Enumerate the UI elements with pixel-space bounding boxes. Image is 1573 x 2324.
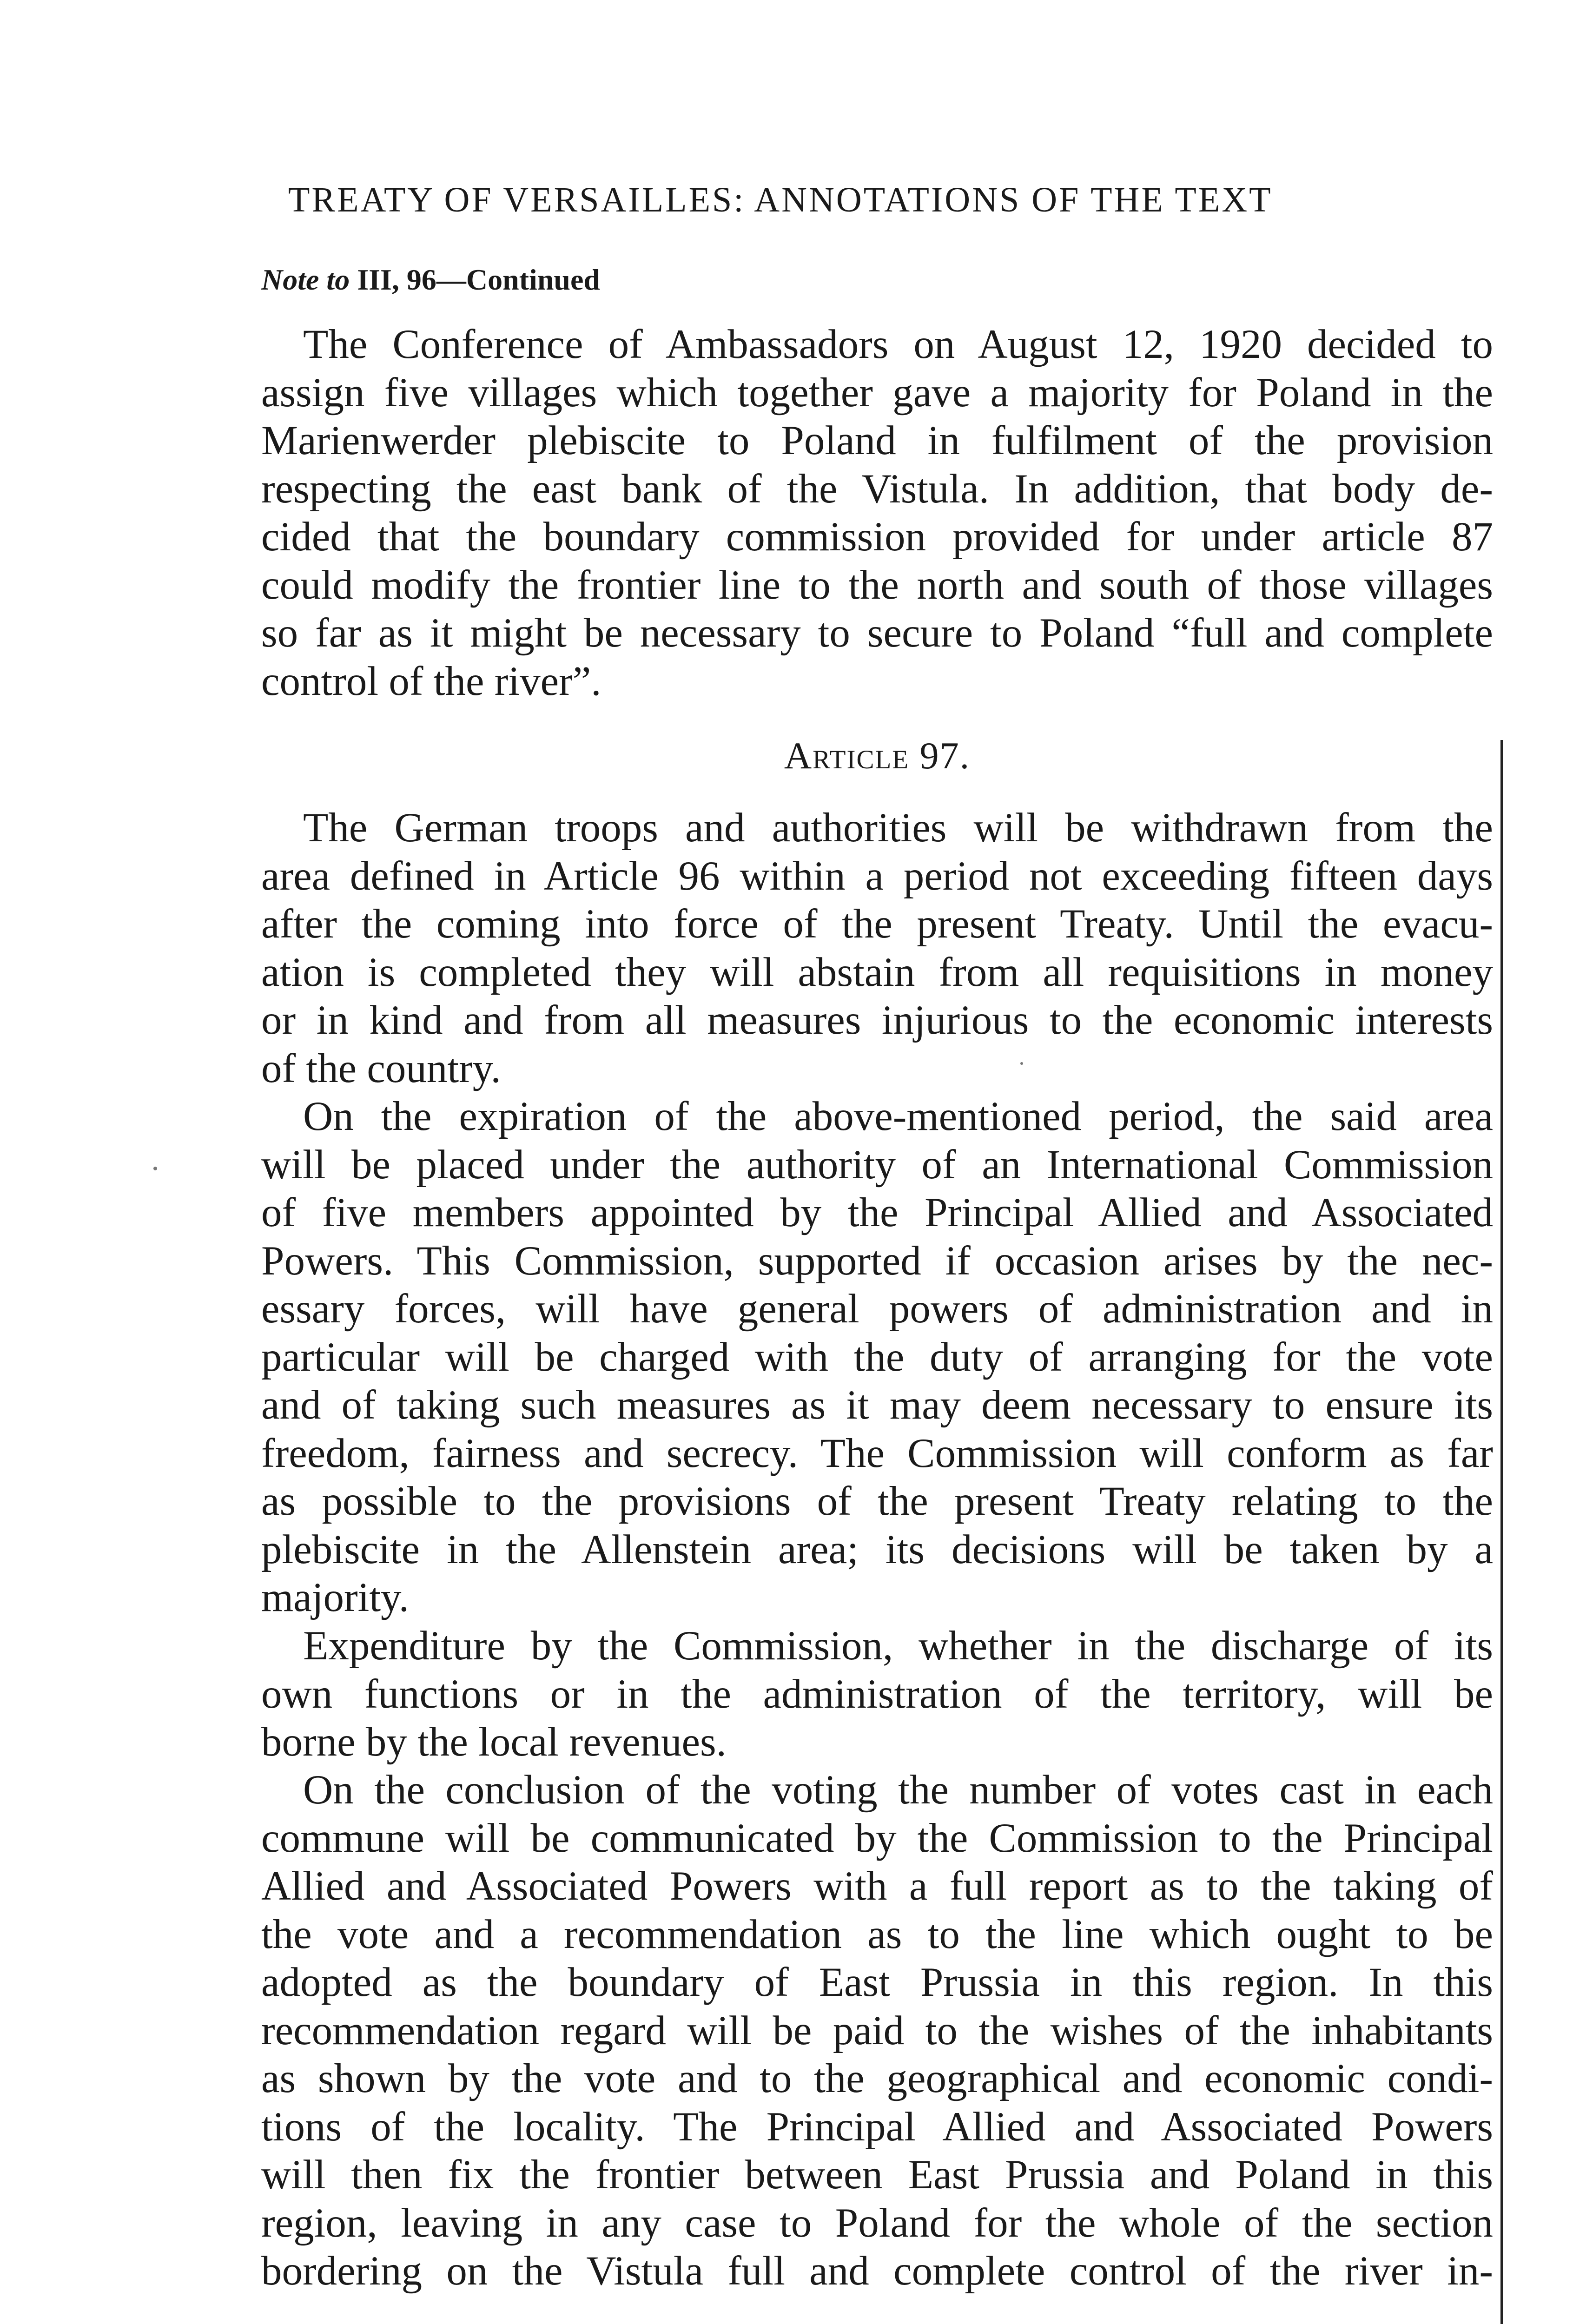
article-paragraph-4 <box>261 1766 1493 2296</box>
text-line: after the coming into force of the present Treaty. Until the evacu- <box>261 901 1493 947</box>
text-line: the vote and a recommendation as to the line which ought to be <box>261 1911 1493 1957</box>
text-line: plebiscite in the Allenstein area; its decisions will be taken by a <box>261 1526 1493 1572</box>
text-line: or in kind and from all measures injurious to the economic interests <box>261 997 1493 1043</box>
text-line: Powers. This Commission, supported if occasion arises by the nec- <box>261 1238 1493 1284</box>
text-line: Marienwerder plebiscite to Poland in fulfilment of the provision <box>261 418 1493 463</box>
text-line: particular will be charged with the duty of arranging for the vote <box>261 1334 1493 1380</box>
text-line: borne by the local revenues. <box>261 1719 727 1765</box>
text-line: commune will be communicated by the Commission to the Principal <box>261 1815 1493 1861</box>
text-line: freedom, fairness and secrecy. The Commission will conform as far <box>261 1430 1493 1476</box>
text-line: Expenditure by the Commission, whether in the discharge of its <box>303 1623 1493 1669</box>
note-heading-italic: Note to <box>261 263 350 296</box>
text-line: as possible to the provisions of the present Treaty relating to the <box>261 1479 1493 1524</box>
scan-speck <box>153 1167 157 1170</box>
text-line: The German troops and authorities will be withdrawn from the <box>303 805 1493 851</box>
scan-speck <box>1020 1062 1023 1065</box>
text-line: bordering on the Vistula full and complete control of the river in- <box>261 2248 1493 2294</box>
article-heading <box>261 734 1493 777</box>
text-line: On the expiration of the above-mentioned period, the said area <box>303 1094 1493 1139</box>
text-line: recommendation regard will be paid to the wishes of the inhabitants <box>261 2007 1493 2053</box>
text-line: could modify the frontier line to the north and south of those villages <box>261 562 1493 608</box>
text-line: will then fix the frontier between East Prussia and Poland in this <box>261 2152 1493 2198</box>
text-line: cided that the boundary commission provided for under article 87 <box>261 514 1493 560</box>
running-head: TREATY OF VERSAILLES: ANNOTATIONS OF THE TEXT <box>288 180 1273 219</box>
text-line: so far as it might be necessary to secure to Poland “full and complete <box>261 610 1493 656</box>
text-line: On the conclusion of the voting the number of votes cast in each <box>303 1767 1493 1813</box>
article-heading-number: 97. <box>909 734 971 777</box>
text-line: assign five villages which together gave a majority for Poland in the <box>261 370 1493 416</box>
text-line: of five members appointed by the Principal Allied and Associated <box>261 1190 1493 1235</box>
text-line: will be placed under the authority of an International Commission <box>261 1142 1493 1188</box>
text-line: own functions or in the administration of the territory, will be <box>261 1671 1493 1717</box>
article-heading-label: Article <box>784 734 910 777</box>
text-line: of the country. <box>261 1045 501 1091</box>
note-heading-reference: III, 96—Continued <box>350 263 600 296</box>
text-line: majority. <box>261 1575 410 1620</box>
note-paragraph <box>261 321 1493 706</box>
margin-rule <box>1500 740 1503 2324</box>
text-line: ation is completed they will abstain from all requisitions in money <box>261 949 1493 995</box>
article-paragraph-3 <box>261 1622 1493 1767</box>
text-line: essary forces, will have general powers of administration and in <box>261 1286 1493 1332</box>
text-line: tions of the locality. The Principal Allied and Associated Powers <box>261 2104 1493 2150</box>
text-line: control of the river”. <box>261 658 601 704</box>
text-line: as shown by the vote and to the geographical and economic condi- <box>261 2056 1493 2101</box>
article-paragraph-1 <box>261 804 1493 1093</box>
text-line: The Conference of Ambassadors on August 12, 1920 decided to <box>303 322 1493 367</box>
article-paragraph-2 <box>261 1093 1493 1622</box>
text-line: and of taking such measures as it may deem necessary to ensure its <box>261 1382 1493 1428</box>
text-line: Allied and Associated Powers with a full report as to the taking of <box>261 1863 1493 1909</box>
text-line: region, leaving in any case to Poland for the whole of the section <box>261 2200 1493 2246</box>
text-line: respecting the east bank of the Vistula. In addition, that body de- <box>261 466 1493 512</box>
text-line: adopted as the boundary of East Prussia in this region. In this <box>261 1960 1493 2005</box>
text-line: area defined in Article 96 within a period not exceeding fifteen days <box>261 853 1493 899</box>
note-heading <box>261 265 600 295</box>
